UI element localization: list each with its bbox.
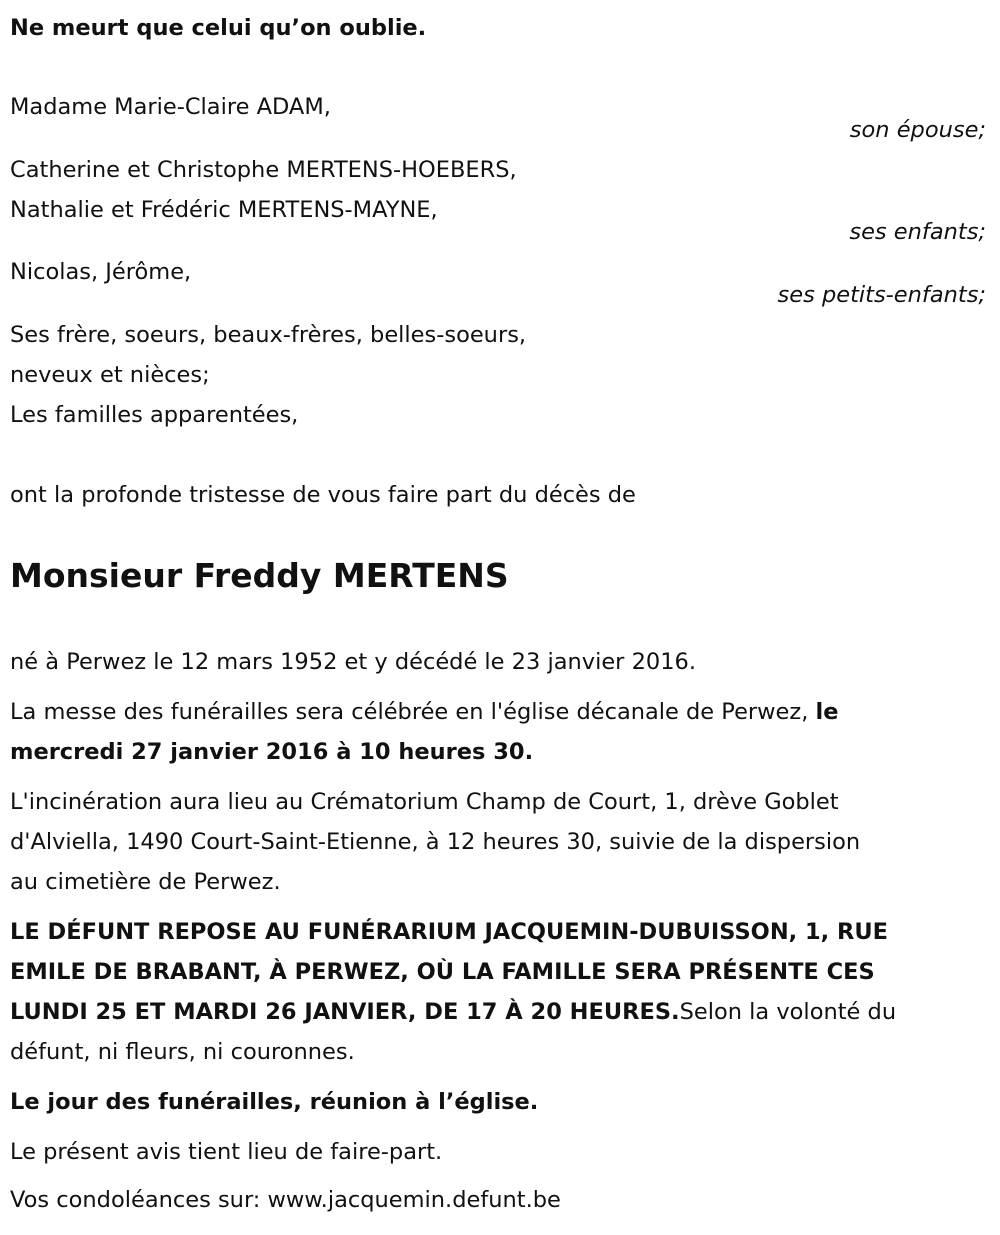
repose-line-4: défunt, ni fleurs, ni couronnes. bbox=[10, 1039, 355, 1065]
repose-line-2: EMILE DE BRABANT, À PERWEZ, OÙ LA FAMILLE SERA PRÉSENTE CES bbox=[10, 959, 875, 985]
motto: Ne meurt que celui qu’on oublie. bbox=[10, 15, 427, 41]
mass-line-1: La messe des funérailles sera célébrée en l'église décanale de Perwez, le bbox=[10, 699, 839, 725]
repose-line-3: LUNDI 25 ET MARDI 26 JANVIER, DE 17 À 20 HEURES.Selon la volonté du bbox=[10, 999, 897, 1025]
children-label: ses enfants; bbox=[849, 219, 986, 245]
others-2: neveux et nièces; bbox=[10, 362, 210, 388]
mass-line-2: mercredi 27 janvier 2016 à 10 heures 30. bbox=[10, 739, 534, 765]
spouse-name: Madame Marie-Claire ADAM, bbox=[10, 94, 331, 120]
deceased-name: Monsieur Freddy MERTENS bbox=[10, 556, 509, 595]
spouse-label: son épouse; bbox=[849, 117, 986, 143]
repose-line-1: LE DÉFUNT REPOSE AU FUNÉRARIUM JACQUEMIN-DUBUISSON, 1, RUE bbox=[10, 919, 889, 945]
birth-death: né à Perwez le 12 mars 1952 et y décédé le 23 janvier 2016. bbox=[10, 649, 696, 675]
others-3: Les familles apparentées, bbox=[10, 402, 299, 428]
meeting: Le jour des funérailles, réunion à l’église. bbox=[10, 1089, 539, 1115]
grandchildren-label: ses petits-enfants; bbox=[777, 282, 986, 308]
announcement: ont la profonde tristesse de vous faire part du décès de bbox=[10, 482, 636, 508]
others-1: Ses frère, soeurs, beaux-frères, belles-soeurs, bbox=[10, 322, 527, 348]
condolences: Vos condoléances sur: www.jacquemin.defunt.be bbox=[10, 1187, 561, 1213]
cremation-line-1: L'incinération aura lieu au Crématorium Champ de Court, 1, drève Goblet bbox=[10, 789, 839, 815]
child-1: Catherine et Christophe MERTENS-HOEBERS, bbox=[10, 157, 517, 183]
cremation-line-2: d'Alviella, 1490 Court-Saint-Etienne, à 12 heures 30, suivie de la dispersion bbox=[10, 829, 861, 855]
cremation-line-3: au cimetière de Perwez. bbox=[10, 869, 281, 895]
grandchildren: Nicolas, Jérôme, bbox=[10, 259, 192, 285]
notice: Le présent avis tient lieu de faire-part. bbox=[10, 1139, 443, 1165]
child-2: Nathalie et Frédéric MERTENS-MAYNE, bbox=[10, 197, 438, 223]
